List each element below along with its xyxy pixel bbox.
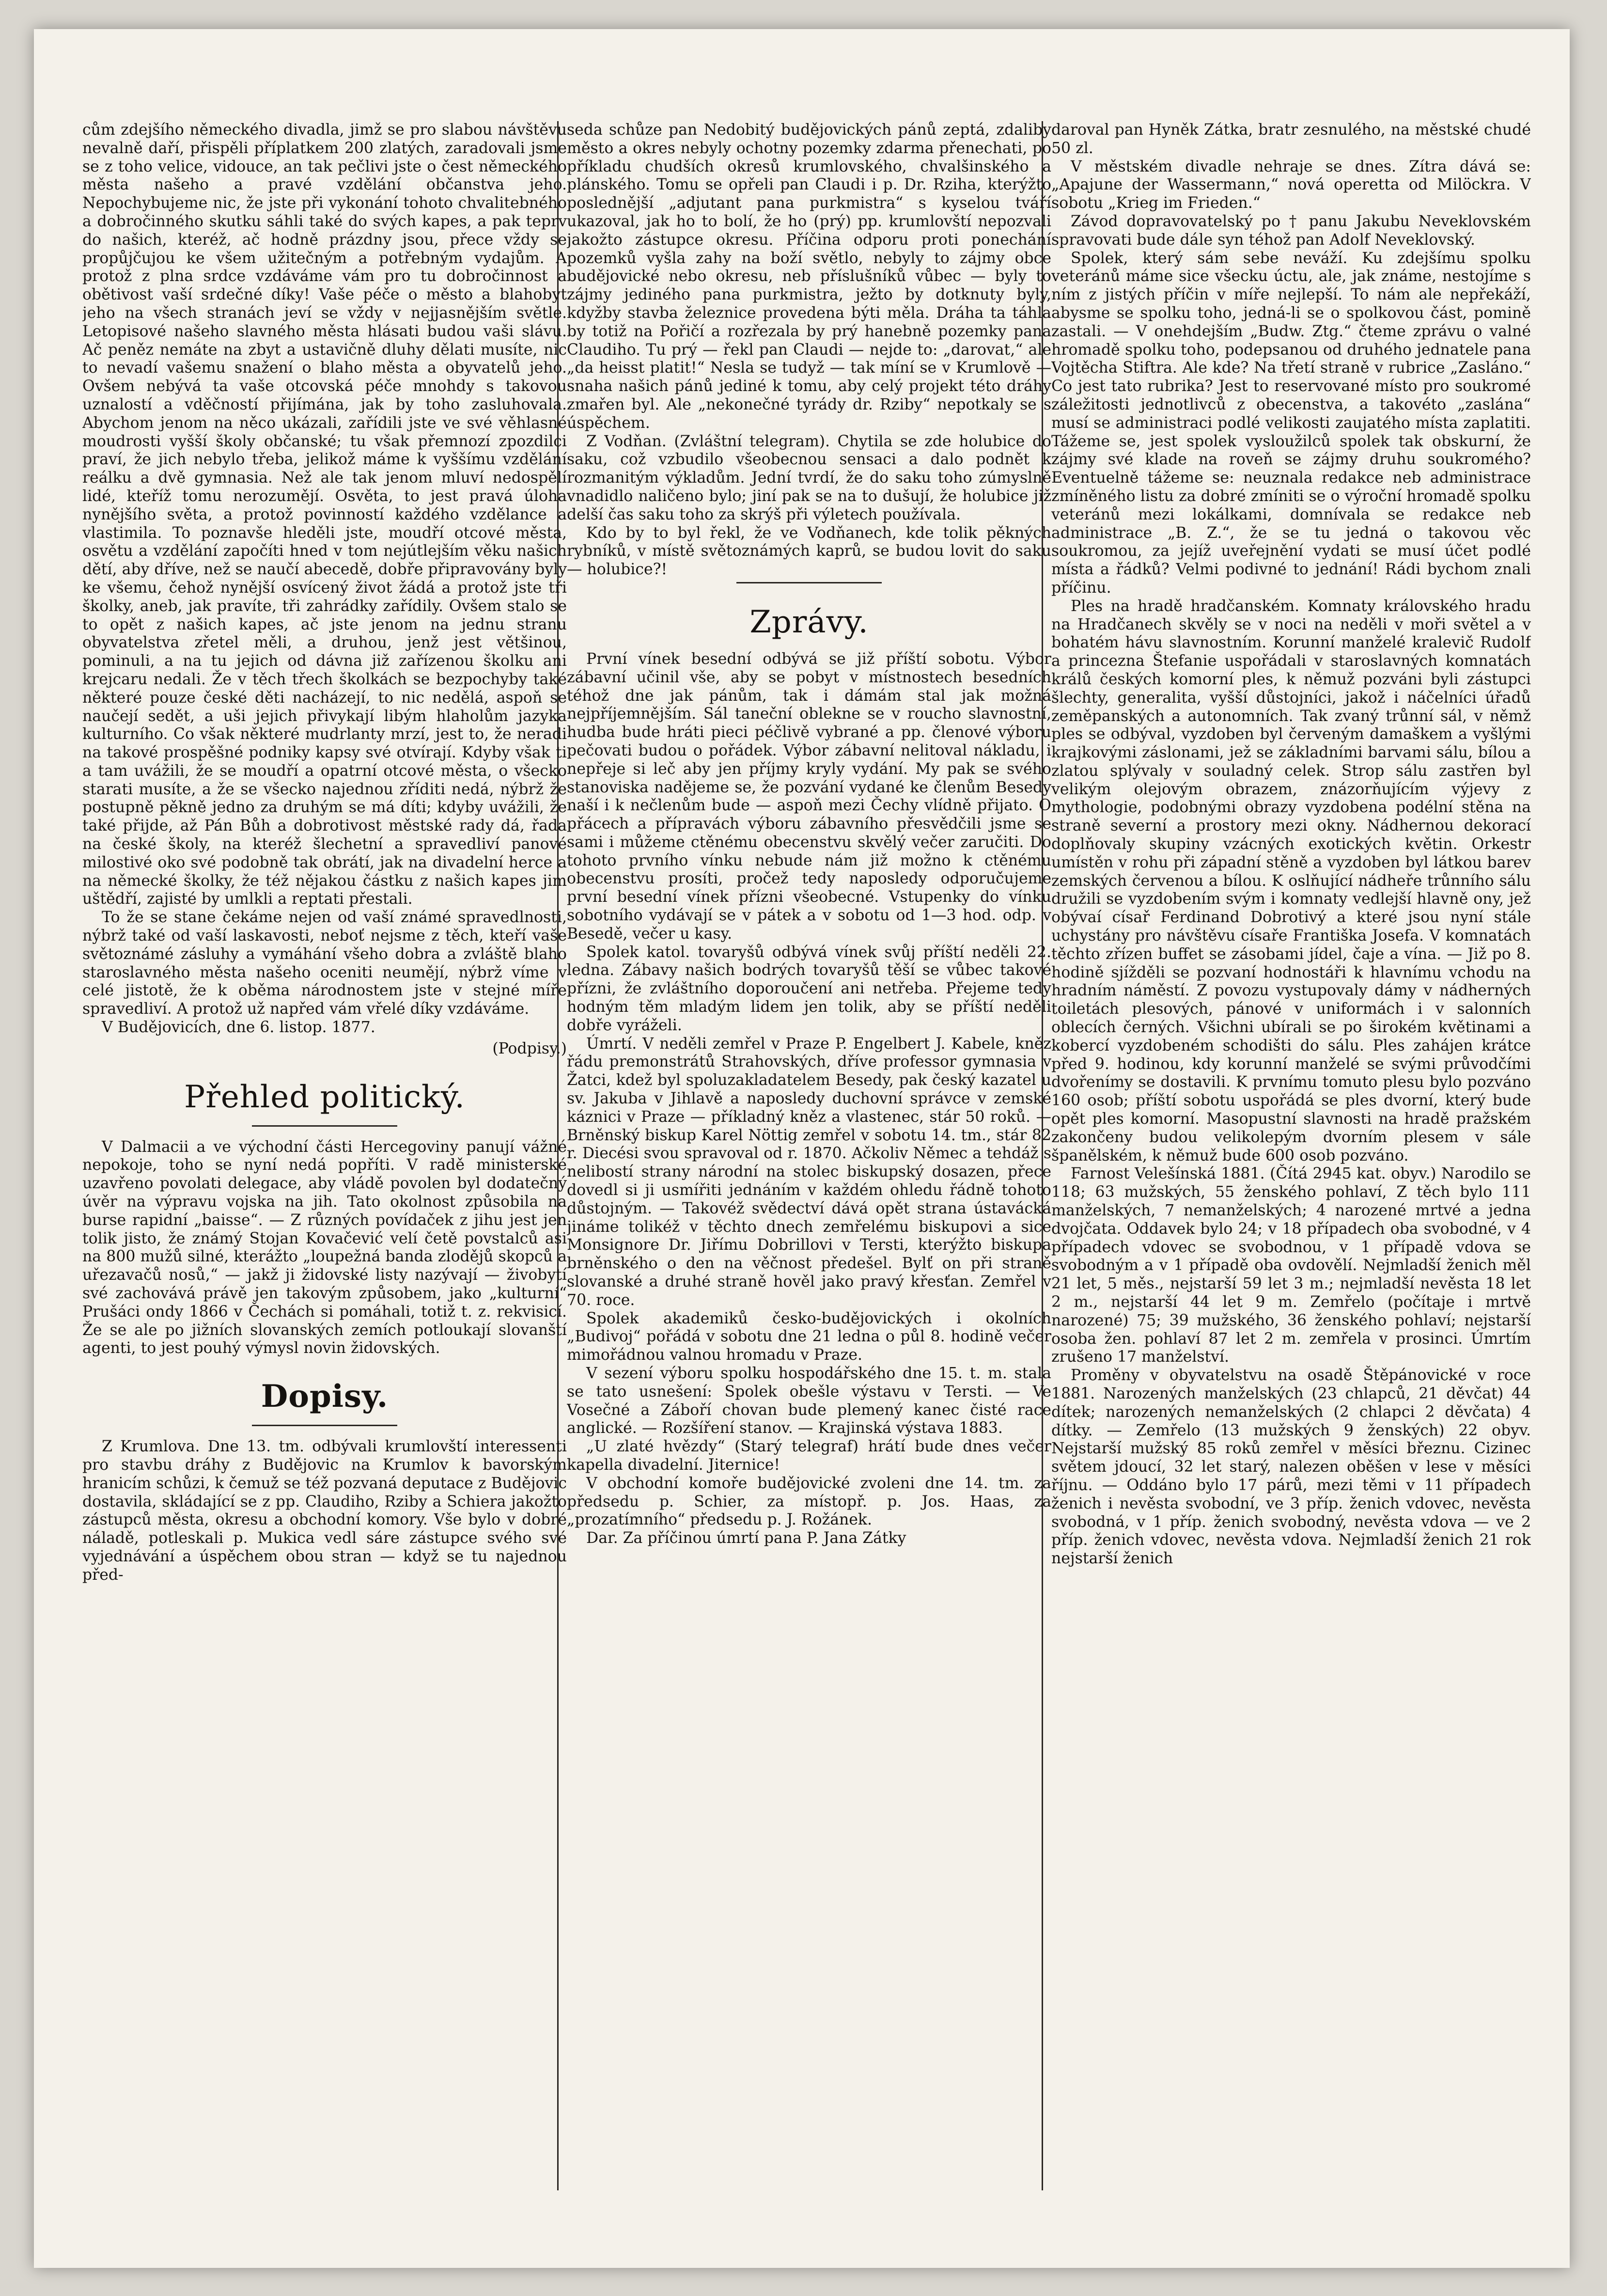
dateline: V Budějovicích, dne 6. listop. 1877. <box>102 1019 375 1037</box>
article-text: V Dalmacii a ve východní části Hercegoviny panují vážné nepokoje, toho se nyní nedá popříti. V radě ministerské uzavřeno povolati delegace, aby vládě povolen byl dodatečný úvěr na výpravu vojska na jih. Tato okolnost způsobila na burse rapidní „baisse“. — Z různých povídaček z jihu jest jen tolik jisto, že známý Stojan Kovačević velí četě povstalců asi na 800 mužů silné, kterážto „loupežná banda zlodějů skopců a uřezavačů nosů,“ — jakž ji židovské listy nazývají — živobytí své zachovává právě jen takovým způsobem, jako „kulturní“ Prušáci ondy 1866 v Čechách si pomáhali, totiž t. z. rekvisicí. Že se ale po jižních slovanských zemích potloukají slovanští agenti, to jest pouhý výmysl novin židovských. <box>82 1138 567 1357</box>
article-text: Závod dopravovatelský po † panu Jakubu Neveklovském spravovati bude dále syn téhož pan Adolf Neveklovský. <box>1051 212 1531 249</box>
article-text: daroval pan Hyněk Zátka, bratr zesnulého, na městské chudé 50 zl. <box>1051 121 1531 157</box>
article-text: V městském divadle nehraje se dnes. Zítra dává se: „Apajune der Wassermann,“ nová operetta od Milöckra. V sobotu „Krieg im Frieden.“ <box>1051 157 1531 212</box>
section-heading-letters: Dopisy. <box>261 1378 389 1415</box>
article-text: V sezení výboru spolku hospodářského dne 15. t. m. stala se tato usnešení: Spolek obešle výstavu v Tersti. — Ve Vosečné a Záboří chovan bude plemený kanec čisté race anglické. — Rozšíření stanov. — Krajinská výstava 1883. <box>567 1365 1051 1437</box>
article-text: Farnost Velešínská 1881. (Čítá 2945 kat. obyv.) Narodilo se 118; 63 mužských, 55 ženského pohlaví, Z těch bylo 111 manželských, 7 nemanželských; 4 narozené mrtvé a jedna dvojčata. Oddavek bylo 24; v 18 případech oba svobodné, v 4 případech vdovec se svobodnou, v 1 případě vdova se svobodným a v 1 případě oba ovdovělí. Nejmladší ženich měl 21 let, 5 měs., nejstarší 59 let 3 m.; nejmladší nevěsta 18 let 2 m., nejstarší 44 let 9 m. Zemřelo (počítaje i mrtvě narozené) 75; 39 mužského, 36 ženského pohlaví; nejstarší osoba žen. pohlaví 87 let 2 m. zemřela v prosinci. Úmrtím zrušeno 17 manželství. <box>1051 1165 1531 1366</box>
article-text: To že se stane čekáme nejen od vaší známé spravedlnosti, nýbrž také od vaší laskavosti, neboť nejsme z těch, kteří vaše světoznámé zásluhy a vymáhání všeho dobra a zvláště blaho staroslavného města našeho oceniti neumějí, nýbrž víme v celé jistotě, že k oběma národnostem jste v stejné míře spravedliví. A protož už napřed vám vřelé díky vzdáváme. <box>82 909 567 1018</box>
newspaper-page <box>34 29 1570 2268</box>
section-heading-news: Zprávy. <box>749 604 869 640</box>
article-text: „U zlaté hvězdy“ (Starý telegraf) hrátí bude dnes večer kapella divadelní. Jiternice! <box>567 1438 1051 1474</box>
article-text: Dar. Za příčinou úmrtí pana P. Jana Zátky <box>586 1529 906 1547</box>
section-heading-political: Přehled politický. <box>184 1079 465 1115</box>
column-1 <box>82 121 567 2190</box>
column-3 <box>1051 121 1531 2190</box>
article-text: Ples na hradě hradčanském. Komnaty královského hradu na Hradčanech skvěly se v noci na neděli v moři světel a v bohatém hávu slavnostním. Korunní manželé kralevič Rudolf a princezna Štefanie uspořádali v staroslavných komnatách králů českých komorní ples, k němuž pozváni byli zástupci šlechty, generalita, vyšší důstojníci, jakož i náčelníci úřadů zeměpanských a autonomních. Tak zvaný trůnní sál, v němž ples se odbýval, vyzdoben byl červeným damaškem a vyšlými krajkovými záslonami, jež se základními barvami sálu, bílou a zlatou splývaly v souladný celek. Strop sálu zastřen byl velikým olejovým obrazem, znázorňujícím výjevy z mythologie, podobnými obrazy vyzdobena podélní stěna na straně severní a prostory mezi okny. Nádhernou dekorací doplňovaly skupiny vzácných exotických květin. Orkestr umístěn v rohu při západní stěně a vyzdoben byl látkou barev zemských červenou a bílou. K oslňující nádheře trůnního sálu družili se vyzdobením svým i komnaty vedlejší hlavně ony, jež obývaí císař Ferdinand Dobrotivý a které jsou nyní stále uchystány pro návštěvu císaře Františka Josefa. V komnatách těchto zřízen buffet se zásobami jídel, čaje a vína. — Již po 8. hodině sjížděli se pozvaní hodnostáři k hlavnímu vchodu na hradním náměstí. Z povozu vystupovaly dámy v nádherných toiletách plesových, pánové v uniformách i v salonních oblecích černých. Všichni ubírali se po širokém květinami a kobercí vyzdobeném schodišti do sálu. Ples zahájen krátce před 9. hodinou, kdy korunní manželé se svými průvodčími dvořenímy se dostavili. K prvnímu tomuto plesu bylo pozváno 160 osob; příští sobotu uspořádá se ples dvorní, který bude opět ples komorní. Masopustní slavnosti na hradě pražském zakončeny budou velikolepým dvorním plesem v sále španělském, k němuž bude 600 osob pozváno. <box>1051 597 1531 1164</box>
column-2 <box>567 121 1051 2190</box>
article-text: Kdo by to byl řekl, že ve Vodňanech, kde tolik pěkných rybníků, v místě světoznámých kaprů, se budou lovit do saku — holubice?! <box>567 524 1051 579</box>
article-text: Spolek, který sám sebe neváží. Ku zdejšímu spolku veteránů máme sice všecku úctu, ale, jak známe, nestojíme s ním z jistých příčin v míře nejlepší. To nám ale nepřekáží, abysme se spolku toho, jedná-li se o spolkovou část, pomině zastali. — V onehdejším „Budw. Ztg.“ čteme zprávu o valné hromadě spolku toho, podepsanou od druhého jednatele pana Vojtěcha Stiftra. Ale kde? Na třetí straně v rubrice „Zasláno.“ Co jest tato rubrika? Jest to reservované místo pro soukromé záležitosti jednotlivců z obecenstva, a takovéto „zaslána“ musí se administraci podlé velikosti zaujatého místa zaplatiti. Tážeme se, jest spolek vysloužilců spolek tak obskurní, že zájmy své klade na roveň se zájmy druhu soukromého? Eventuelně tážeme se: neuznala redakce neb administrace zmíněného listu za dobré zmíniti se o výroční hromadě spolku veteránů mezi lokálkami, domnívala se redakce neb administrace „B. Z.“, že se tu jedná o takovou věc soukromou, za jejíž uveřejnění vydati se musí účet podlé místa a řádků? Velmi podivné to jednání! Rádi bychom znali příčinu. <box>1051 249 1531 597</box>
article-text: Spolek akademiků česko-budějovických i okolních „Budivoj“ pořádá v sobotu dne 21 ledna o půl 8. hodině večer mimořádnou valnou hromadu v Praze. <box>567 1309 1051 1364</box>
article-text: cům zdejšího německého divadla, jimž se pro slabou návštěvu nevalně daří, přispěli příplatkem 200 zlatých, zaradovali jsme se z toho velice, vidouce, an tak pečlivi jste o čest německého města našeho a pravé vzdělání občanstva jeho. Nepochybujeme nic, že jste při vykonání tohoto chvalitebného a dobročinného skutku sáhli také do svých kapes, a pak teprv do našich, kteréž, ač hodně prázdny jsou, přece vždy se propůjčujou ke všem užitečným a potřebným vydajům. A protož z plna srdce vzdáváme vám pro tu dobročinnost a obětivost vaší srdečné díky! Vaše péče o město a blahobyt jeho na všech stranách jeví se vždy v nejjasnějším světle. Letopisové našeho slavného města hlásati budou vaši slávu. Ač peněz nemáte na zbyt a ustavičně dluhy dělati musíte, nic to nevadí vašemu snažení o blaho města a obyvatelů jeho. Ovšem nebývá ta vaše otcovská péče mnohdy s takovou uznalostí a vděčností přijímána, jak by toho zasluhovala. Abychom jenom na něco ukázali, zařídili jste ve své věhlasné moudrosti vyšší školy občanské; tu však přemnozí zpozdilci praví, že jich nebylo třeba, jelikož máme k vyššímu vzdělání reálku a dvě gymnasia. Než ale tak jenom mluví nedospělí lidé, kteříž tomu nerozumějí. Osvěta, to jest pravá úloha nynějšího světa, a protož povinností každého vzdělance a vlastimila. To poznavše hleděli jste, moudří otcové města, osvětu a vzdělání započíti hned v tom nejútlejším věku našich dětí, aby dříve, než se naučí abecedě, dobře připravovány byly ke všemu, čehož nynější osvícený život žádá a protož jste tři školky, aneb, jak pravíte, tři zahrádky zařídily. Ovšem stalo se to opět z našich kapes, ač jste jenom na jednu stranu obyvatelstva zřetel měli, a druhou, jenž jest většinou, pominuli, a na tu jejich od dávna již zařízenou školku ani krejcaru nedali. Že v těch třech školkách se bezpochyby také některé pouze české děti nacházejí, to nic nedělá, aspoň se naučejí sedět, a uši jejich přivykají libým hlaholům jazyka kulturního. Co však některé mudrlanty mrzí, jest to, že neradi na takové prospěšné podniky kapsy své otvírají. Kdyby však ti a tam uvážili, že se moudří a opatrní otcové města, o všecko starati musíte, a že se všecko najednou zříditi nedá, nýbrž že postupně pěkně jedno za druhým se má díti; kdyby uvážili, že také přijde, až Pán Bůh a dobrotivost městské rady dá, řada na české školy, na kteréž šlechetní a spravedliví panové milostivé oko své podobně tak obrátí, jak na divadelní herce a na německé školky, že též nějakou částku z našich kapes jim uštědří, zajisté by umlkli a reptati přestali. <box>82 121 567 908</box>
article-text: V obchodní komoře budějovické zvoleni dne 14. tm. za předsedu p. Schier, za místopř. p. Jos. Haas, za „prozatímního“ předsedu p. J. Rožánek. <box>567 1474 1051 1529</box>
heading-rule <box>252 1425 397 1426</box>
section-rule <box>736 582 882 583</box>
article-text: První vínek besední odbývá se již příští sobotu. Výbor zábavní učinil vše, aby se pobyt v místnostech besedních téhož dne jak pánům, tak i dámám stal jak možná nejpříjemnějším. Sál taneční oblekne se v roucho slavnostní, hudba bude hráti pieci péčlivě vybrané a pp. členové výboru pečovati budou o pořádek. Výbor zábavní nelitoval nákladu, i nepřeje si leč aby jen příjmy kryly vydání. My pak se svého stanoviska nadějeme se, že pozvání vydané ke členům Besedy naší i k nečlenům bude — aspoň mezi Čechy vlídně přijato. O přácech a přípravách výboru zábavního přesvědčili jsme se sami i můžeme ctěnému obecenstvu skvělý večer zaručiti. Do tohoto prvního vínku nebude nám již možno k ctěnému obecenstvu prosíti, pročež tedy naposledy odporučujeme první besední vínek přízni všeobecné. Vstupenky do vínku sobotního vydávají se v pátek a v sobotu od 1—3 hod. odp. v Besedě, večer u kasy. <box>567 650 1051 943</box>
heading-rule <box>252 1125 397 1127</box>
article-text: Z Vodňan. (Zvláštní telegram). Chytila se zde holubice do saku, což vzbudilo všeobecnou sensaci a dalo podnět k rozmanitým výkladům. Jední tvrdí, že do saku toho zúmyslně vnadidlo naličeno bylo; jiní pak se na to dušují, že holubice již delší čas saku toho za skrýš při výletech používala. <box>567 432 1051 523</box>
article-text: Z Krumlova. Dne 13. tm. odbývali krumlovští interessenti pro stavbu dráhy z Budějovic na Krumlov k bavorským hranicím schůzi, k čemuž se též pozvaná deputace z Budějovic dostavila, skládající se z pp. Claudiho, Rziby a Schiera jakožto zástupců města, okresu a obchodní komory. Vše bylo v dobré náladě, potleskali p. Mukica vedl sáre zástupce svého své vyjednávání a úspěchem obou stran — když se tu najednou před- <box>82 1438 567 1584</box>
article-text: Úmrtí. V neděli zemřel v Praze P. Engelbert J. Kabele, kněz řádu premonstrátů Strahovských, dříve professor gymnasia v Žatci, kdež byl spoluzakladatelem Besedy, pak český kazatel u sv. Jakuba v Jihlavě a naposledy duchovní správce v zemské káznici v Praze — příkladný kněz a vlastenec, stár 50 roků. — Brněnský biskup Karel Nöttig zemřel v sobotu 14. tm., stár 82 r. Diecési svou spravoval od r. 1870. Ačkoliv Němec a tehdáž s nelibostí strany národní na stolec biskupský dosazen, přece dovedl si ji usmířiti jednáním v každém ohledu řádně tohoto důstojným. — Takovéž svědectví dává opět strana ústavácká jináme tolikéž v těchto dnech zemřelému biskupovi a sice Monsignore Dr. Jiřímu Dobrillovi v Tersti, kterýžto biskupa brněnského o den na věčnost předešel. Bylť on při straně slovanské a druhé straně hověl jako pravý křesťan. Zemřel v 70. roce. <box>567 1035 1051 1309</box>
article-text: Spolek katol. tovaryšů odbývá vínek svůj příští neděli 22. ledna. Zábavy našich bodrých tovaryšů těší se vůbec takové přízni, že zvláštního doporoučení ani netřeba. Přejeme tedy hodným těm mladým lidem jen tolik, aby se příští neděli dobře vyráželi. <box>567 943 1051 1034</box>
article-text: Proměny v obyvatelstvu na osadě Štěpánovické v roce 1881. Narozených manželských (23 chlapců, 21 děvčat) 44 dítek; narozených nemanželských (2 chlapci 2 děvčata) 4 dítky. — Zemřelo (13 mužských 9 ženských) 22 obyv. Nejstarší mužský 85 roků zemřel v měsíci březnu. Cizinec světem jdoucí, 32 let starý, nalezen oběšen v lese v měsíci říjnu. — Oddáno bylo 17 párů, mezi těmi v 11 případech ženich i nevěsta svobodní, ve 3 příp. ženich vdovec, nevěsta svobodná, v 1 příp. ženich svobodný, nevěsta vdova — ve 2 příp. ženich vdovec, nevěsta vdova. Nejmladší ženich 21 rok nejstarší ženich <box>1051 1367 1531 1568</box>
article-text: seda schůze pan Nedobitý budějovických pánů zeptá, zdaliby město a okres nebyly ochotny pozemky zdarma přenechati, po příkladu chudších okresů krumlovského, chvalšinského a plánského. Tomu se opřeli pan Claudi i p. Dr. Rziha, kterýžto poslednější „adjutant pana purkmistra“ s kyselou tváří ukazoval, jak ho to bolí, že ho (prý) pp. krumlovští nepozvali jakožto zástupce okresu. Příčina odporu proti ponechání pozemků vyšla zahy na boží světlo, nebyly to zájmy obce budějovické nebo okresu, neb příslušníků vůbec — byly to zájmy jediného pana purkmistra, ježto by dotknuty byly, kdyžby stavba železnice provedena býti měla. Dráha ta táhla by totiž na Pořičí a rozřezala by prý hanebně pozemky pana Claudiho. Tu prý — řekl pan Claudi — nejde to: „darovat,“ ale „da heisst platit!“ Nesla se tudyž — tak míní se v Krumlově — snaha našich pánů jediné k tomu, aby celý projekt této dráhy zmařen byl. Ale „nekonečné tyrády dr. Rziby“ nepotkaly se s úspěchem. <box>567 121 1051 432</box>
signature: (Podpisy.) <box>492 1039 567 1057</box>
